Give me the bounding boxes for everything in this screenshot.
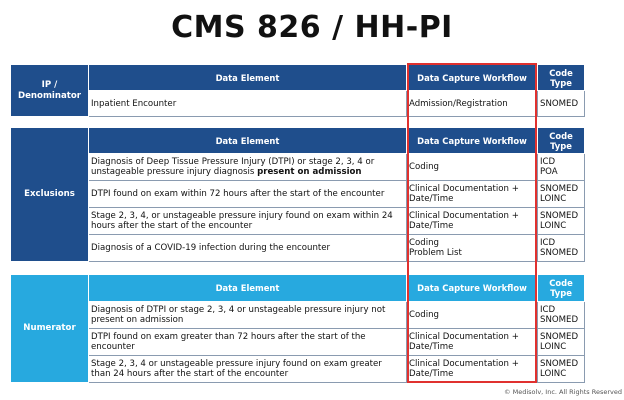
table-row xyxy=(11,302,585,329)
header-code-type: Code Type xyxy=(538,275,585,302)
table-row xyxy=(11,181,585,208)
code-type-line: LOINC xyxy=(540,342,567,352)
data-element-cell: DTPI found on exam greater than 72 hours after the start of the encounter xyxy=(89,329,407,356)
exclusions-side-label: Exclusions xyxy=(11,128,89,262)
code-type-line: ICD xyxy=(540,157,556,167)
workflow-line: Coding xyxy=(409,310,440,320)
table-row xyxy=(11,154,585,181)
data-element-cell xyxy=(89,154,407,181)
workflow-line: Problem List xyxy=(409,248,462,258)
code-type-line: POA xyxy=(540,167,558,177)
data-element-text: Diagnosis of Deep Tissue Pressure Injury (DTPI) or stage 2, 3, 4 or unstageable pressure injury diagnosis xyxy=(91,157,375,177)
workflow-line: Date/Time xyxy=(409,221,454,231)
workflow-line: Coding xyxy=(409,238,440,248)
code-type-line: ICD xyxy=(540,238,556,248)
denominator-side-label xyxy=(11,65,89,117)
header-data-element: Data Element xyxy=(89,128,407,154)
table-row xyxy=(11,329,585,356)
workflow-cell xyxy=(407,235,538,262)
data-element-emphasis: present on admission xyxy=(257,167,362,177)
header-data-capture-workflow: Data Capture Workflow xyxy=(407,65,538,91)
workflow-cell xyxy=(407,302,538,329)
data-element-cell: Stage 2, 3, 4, or unstageable pressure injury found on exam within 24 hours after the start of the encounter xyxy=(89,208,407,235)
table-row xyxy=(11,208,585,235)
copyright-notice: © Medisolv, Inc. All Rights Reserved xyxy=(504,388,622,396)
header-code-type: Code Type xyxy=(538,128,585,154)
data-element-cell: DTPI found on exam within 72 hours after the start of the encounter xyxy=(89,181,407,208)
code-type-cell xyxy=(538,235,585,262)
workflow-line: Clinical Documentation + xyxy=(409,359,519,369)
data-element-cell: Diagnosis of DTPI or stage 2, 3, 4 or unstageable pressure injury not present on admission xyxy=(89,302,407,329)
header-data-element: Data Element xyxy=(89,65,407,91)
workflow-line: Date/Time xyxy=(409,342,454,352)
code-type-cell xyxy=(538,302,585,329)
data-element-cell: Diagnosis of a COVID-19 infection during the encounter xyxy=(89,235,407,262)
denominator-side-label-line1: IP / xyxy=(41,79,58,90)
workflow-cell xyxy=(407,154,538,181)
code-type-line: SNOMED xyxy=(540,211,579,221)
workflow-cell xyxy=(407,181,538,208)
workflow-cell xyxy=(407,329,538,356)
workflow-line: Date/Time xyxy=(409,369,454,379)
code-type-line: SNOMED xyxy=(540,184,579,194)
workflow-line: Date/Time xyxy=(409,194,454,204)
table-row xyxy=(11,356,585,383)
code-type-line: SNOMED xyxy=(540,332,579,342)
denominator-side-label-line2: Denominator xyxy=(17,90,82,101)
code-type-cell xyxy=(538,181,585,208)
code-type-line: SNOMED xyxy=(540,315,579,325)
numerator-table xyxy=(10,274,585,383)
header-data-capture-workflow: Data Capture Workflow xyxy=(407,128,538,154)
header-data-element: Data Element xyxy=(89,275,407,302)
data-element-cell: Inpatient Encounter xyxy=(89,91,407,117)
code-type-line: LOINC xyxy=(540,221,567,231)
page-title: CMS 826 / HH-PI xyxy=(171,10,453,45)
workflow-line: Clinical Documentation + xyxy=(409,211,519,221)
code-type-cell xyxy=(538,329,585,356)
code-type-line: LOINC xyxy=(540,369,567,379)
code-type-line: LOINC xyxy=(540,194,567,204)
workflow-cell xyxy=(407,208,538,235)
table-row xyxy=(11,235,585,262)
code-type-cell xyxy=(538,356,585,383)
numerator-side-label: Numerator xyxy=(11,275,89,383)
data-element-cell: Stage 2, 3, 4 or unstageable pressure injury found on exam greater than 24 hours after the start of the encounter xyxy=(89,356,407,383)
code-type-cell xyxy=(538,208,585,235)
code-type-cell: SNOMED xyxy=(538,91,585,117)
code-type-line: ICD xyxy=(540,305,556,315)
exclusions-table xyxy=(10,127,585,262)
code-type-line: SNOMED xyxy=(540,248,579,258)
workflow-line: Clinical Documentation + xyxy=(409,332,519,342)
workflow-line: Coding xyxy=(409,162,440,172)
code-type-line: SNOMED xyxy=(540,359,579,369)
workflow-cell: Admission/Registration xyxy=(407,91,538,117)
header-data-capture-workflow: Data Capture Workflow xyxy=(407,275,538,302)
code-type-cell xyxy=(538,154,585,181)
workflow-cell xyxy=(407,356,538,383)
denominator-table xyxy=(10,64,585,117)
workflow-line: Clinical Documentation + xyxy=(409,184,519,194)
table-row xyxy=(11,91,585,117)
header-code-type: Code Type xyxy=(538,65,585,91)
